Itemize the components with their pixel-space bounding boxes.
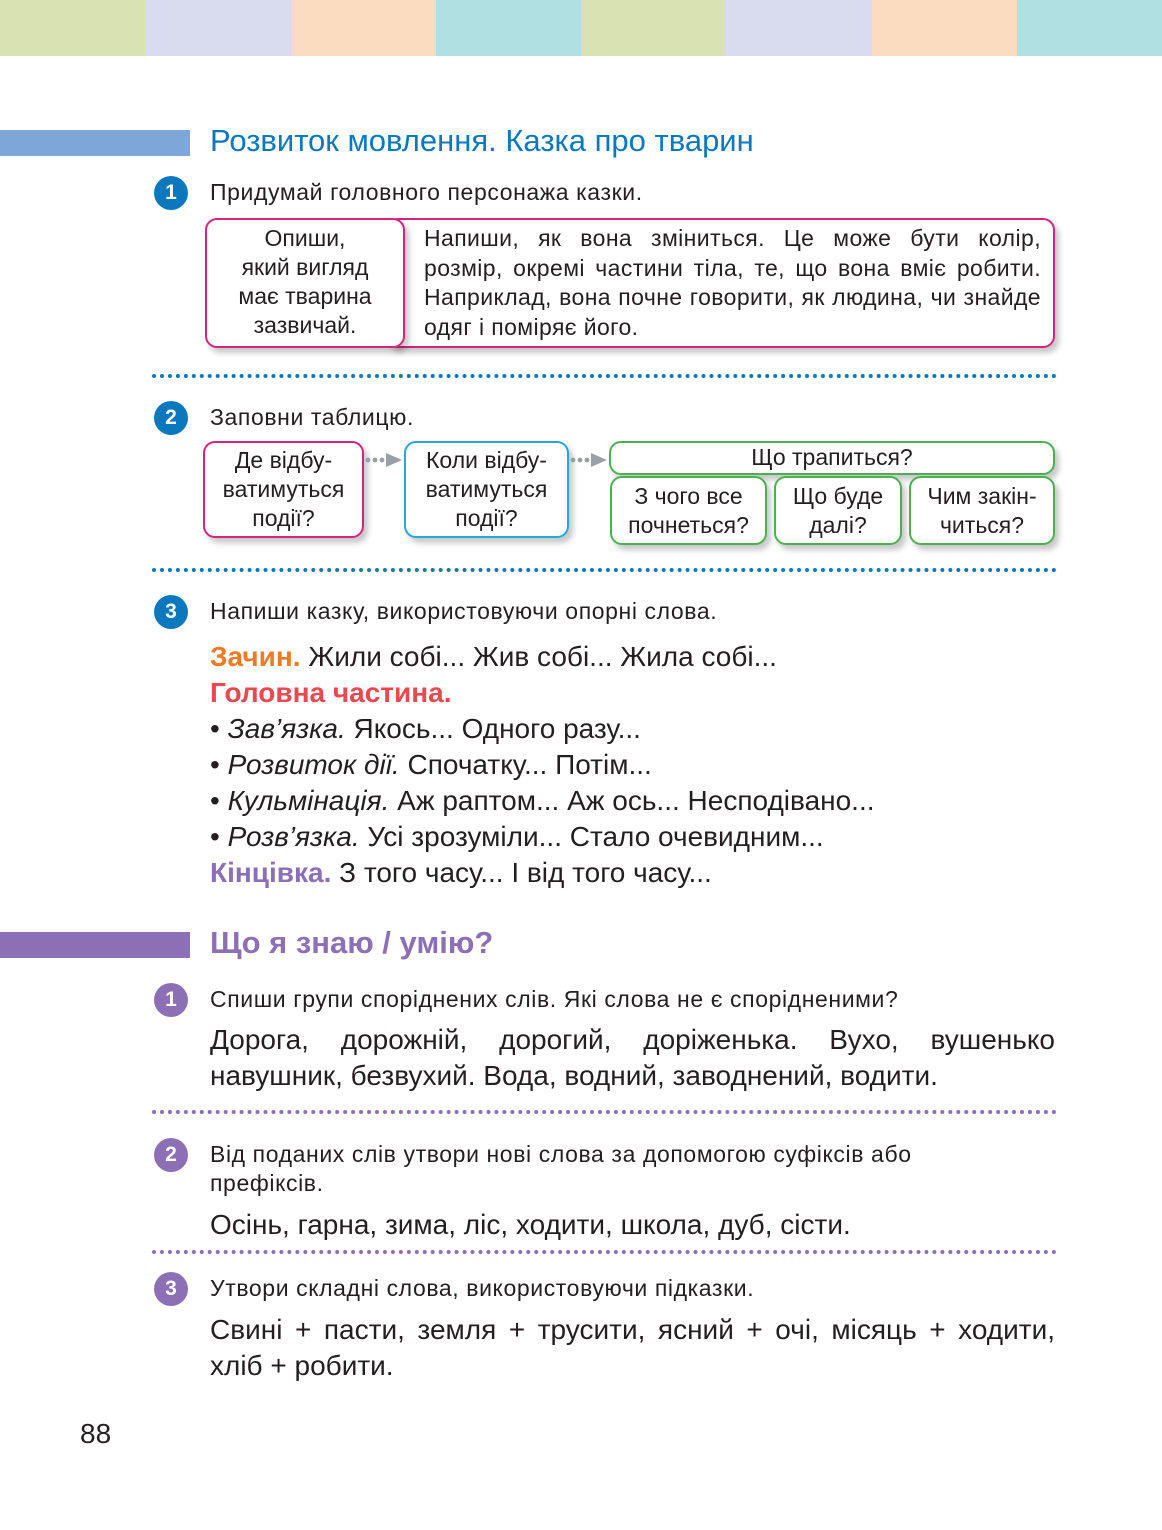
text-line: читься? (939, 512, 1025, 538)
story-item (210, 821, 824, 853)
section-band (0, 130, 190, 156)
task-instruction: Спиши групи споріднених слів. Які слова не є спорідненими? (210, 986, 899, 1012)
bullet: • (210, 785, 228, 816)
task-number: 2 (154, 401, 188, 435)
strip-segment (726, 0, 871, 56)
task-number: 1 (154, 983, 188, 1017)
section-title: Що я знаю / умію? (210, 925, 494, 960)
text-line: Коли відбу- (426, 447, 547, 473)
arrow-icon (569, 450, 609, 470)
text-line: Опиши, (264, 225, 346, 251)
task-instruction: Заповни таблицю. (210, 404, 414, 430)
bullet: • (210, 749, 228, 780)
bullet: • (210, 713, 228, 744)
text-line: далі? (809, 512, 867, 538)
dotted-divider (152, 1250, 1057, 1254)
table-box-what-text: Що трапиться? (751, 444, 913, 470)
dotted-divider (152, 1110, 1057, 1114)
opening-label: Зачин. (210, 641, 301, 672)
hint-box-right-text: Напиши, як вона зміниться. Це може бути колір, розмір, окремі частини тіла, те, що вона вміє робити. Наприклад, вона почне говорити, як людина, чи знайде одяг і поміряє його. (424, 225, 1041, 340)
task-body: Осінь, гарна, зима, ліс, ходити, школа, дуб, сісти. (210, 1209, 851, 1240)
task-instruction: Від поданих слів утвори нові слова за допомогою суфіксів або (210, 1141, 912, 1167)
table-box-when-text (404, 446, 569, 533)
task-number: 2 (154, 1138, 188, 1172)
dotted-divider (152, 568, 1057, 572)
bullet: • (210, 821, 228, 852)
item-text: Якось... Одного разу... (345, 713, 641, 744)
item-text: Аж раптом... Аж ось... Несподівано... (389, 785, 875, 816)
story-item (210, 749, 652, 781)
item-label: Розв’язка. (227, 821, 360, 852)
header-color-strip (0, 0, 1162, 56)
task-number: 3 (154, 1272, 188, 1306)
strip-segment (872, 0, 1017, 56)
page-number: 88 (80, 1418, 112, 1449)
story-ending (210, 857, 712, 889)
task-body: Дорога, дорожній, дорогий, доріженька. Вухо, вушенько навушник, безвухий. Вода, водний, заводнений, водити. (210, 1024, 1055, 1091)
table-box-end-text (909, 482, 1055, 540)
story-main-label (210, 677, 451, 709)
table-box-next-text (774, 482, 902, 540)
text-line: Чим закін- (927, 483, 1037, 509)
text-line: зазвичай. (253, 312, 357, 338)
section-title: Розвиток мовлення. Казка про тварин (210, 123, 754, 158)
main-part-label: Головна частина. (210, 677, 452, 708)
item-label: Зав’язка. (227, 713, 346, 744)
text-line: Що буде (792, 483, 884, 509)
item-label: Розвиток дії. (227, 749, 400, 780)
task-number: 1 (154, 176, 188, 210)
item-label: Кульмінація. (227, 785, 390, 816)
opening-text: Жили собі... Жив собі... Жила собі... (300, 641, 777, 672)
ending-label: Кінцівка. (210, 857, 332, 888)
strip-segment (0, 0, 145, 56)
item-text: Спочатку... Потім... (399, 749, 652, 780)
strip-segment (291, 0, 436, 56)
ending-text: З того часу... І від того часу... (331, 857, 712, 888)
task-instruction: префіксів. (210, 1170, 324, 1196)
text-line: має тварина (238, 283, 372, 309)
arrow-icon (364, 450, 404, 470)
table-box-start-text (610, 482, 767, 540)
text-line: ватимуться (222, 476, 345, 502)
dotted-divider (152, 374, 1057, 378)
text-line: почнеться? (628, 512, 749, 538)
item-text: Усі зрозуміли... Стало очевидним... (359, 821, 824, 852)
story-item (210, 713, 641, 745)
text-line: який вигляд (241, 254, 369, 280)
section-band (0, 932, 190, 958)
strip-segment (436, 0, 581, 56)
story-item (210, 785, 875, 817)
task-instruction: Напиши казку, використовуючи опорні слова. (210, 598, 718, 624)
text-line: події? (455, 505, 518, 531)
story-opening (210, 641, 777, 673)
hint-box-left-text (207, 224, 403, 340)
text-line: події? (252, 505, 315, 531)
text-line: Де відбу- (234, 447, 333, 473)
strip-segment (1017, 0, 1162, 56)
strip-segment (581, 0, 726, 56)
table-box-where-text (203, 446, 364, 533)
strip-segment (145, 0, 290, 56)
task-instruction: Утвори складні слова, використовуючи підказки. (210, 1275, 755, 1301)
task-body: Свині + пасти, земля + трусити, ясний + очі, місяць + ходити, хліб + робити. (210, 1314, 1055, 1381)
task-number: 3 (154, 595, 188, 629)
text-line: З чого все (634, 483, 743, 509)
task-instruction: Придумай головного персонажа казки. (210, 179, 643, 205)
text-line: ватимуться (425, 476, 548, 502)
